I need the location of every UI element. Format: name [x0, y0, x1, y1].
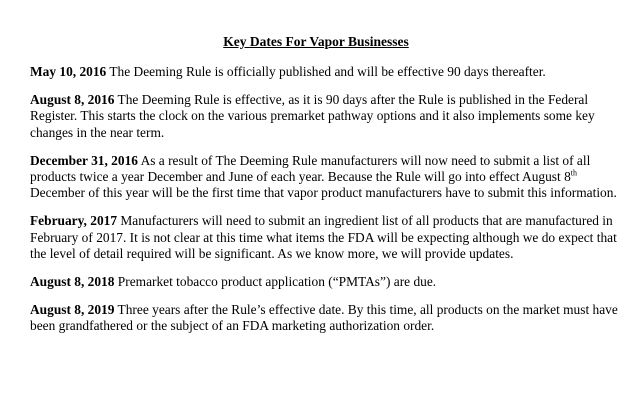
entry-text-continued: December of this year will be the first time that vapor product manufacturers have to submit this information.	[30, 185, 617, 201]
entry-text: As a result of The Deeming Rule manufacturers will now need to submit a list of all products twice a year December and June of each year. Because the Rule will go into effect August 8	[30, 152, 591, 185]
key-date-entry	[30, 274, 620, 290]
key-date-entry	[30, 153, 620, 202]
entry-text: Three years after the Rule’s effective date. By this time, all products on the market must have been grandfathered or the subject of an FDA marketing authorization order.	[30, 302, 618, 334]
entry-text: Manufacturers will need to submit an ingredient list of all products that are manufactured in February of 2017. It is not clear at this time what items the FDA will be expecting although we do expect that the level of detail required will be significant. As we know more, we will provide updates.	[30, 213, 617, 261]
entry-text: The Deeming Rule is effective, as it is 90 days after the Rule is published in the Federal Register. This starts the clock on the various premarket pathway options and it also implements some key changes in the near term.	[30, 92, 595, 140]
key-date-entry	[30, 92, 620, 141]
entry-text: The Deeming Rule is officially published and will be effective 90 days thereafter.	[106, 64, 546, 79]
entry-date: February, 2017	[30, 213, 118, 229]
document-title: Key Dates For Vapor Businesses	[223, 34, 409, 49]
entry-text: Premarket tobacco product application (“PMTAs”) are due.	[114, 274, 437, 290]
entry-date: December 31, 2016	[30, 152, 138, 168]
key-date-entry	[30, 213, 620, 262]
ordinal-suffix: th	[570, 168, 577, 178]
entry-date: August 8, 2019	[30, 302, 115, 318]
entry-date: August 8, 2018	[30, 274, 115, 290]
entry-date: August 8, 2016	[30, 92, 115, 108]
key-date-entry	[30, 64, 620, 80]
document-page	[30, 34, 620, 347]
entry-date: May 10, 2016	[30, 64, 107, 79]
key-date-entry	[30, 302, 620, 334]
